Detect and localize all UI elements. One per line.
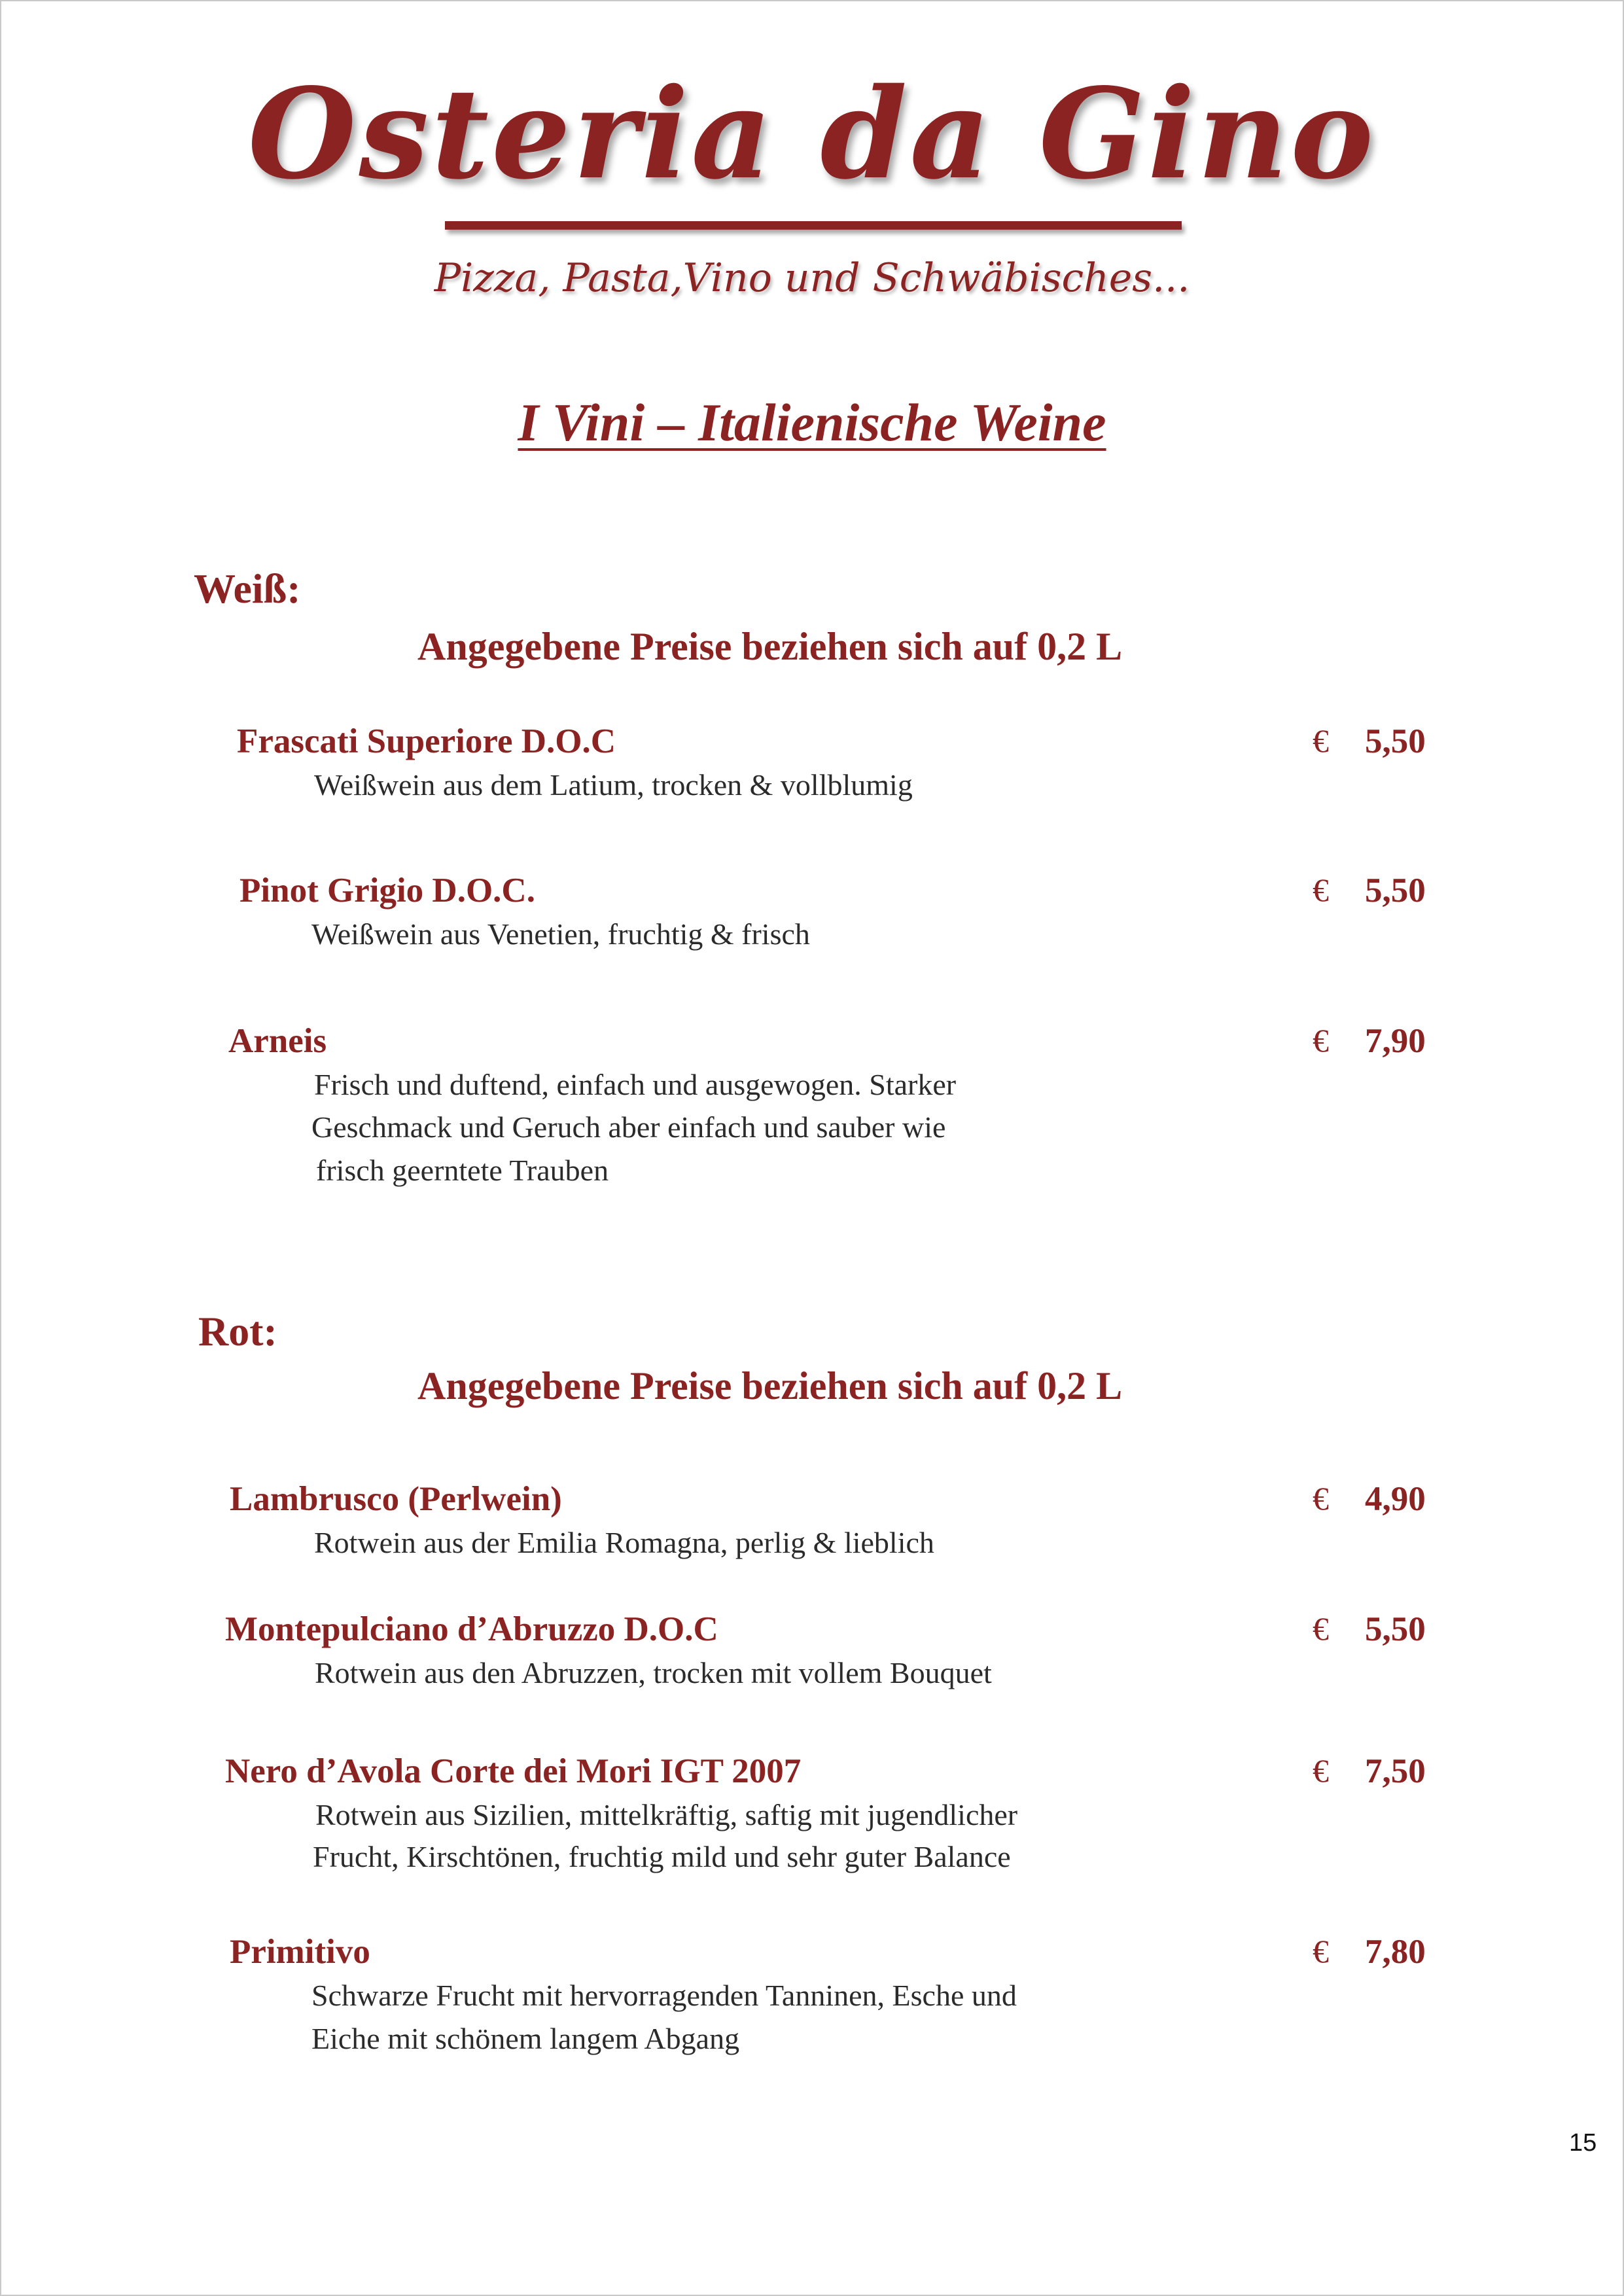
wine-description-line: Rotwein aus Sizilien, mittelkräftig, saftig mit jugendlicher (315, 1798, 1018, 1831)
section-note-red: Angegebene Preise beziehen sich auf 0,2 L (417, 1364, 1123, 1407)
wine-description-line: Eiche mit schönem langem Abgang (311, 2022, 740, 2055)
wine-name: Frascati Superiore D.O.C (237, 722, 616, 760)
wine-name: Arneis (228, 1022, 327, 1060)
page-number: 15 (1569, 2129, 1597, 2157)
section-heading-red: Rot: (198, 1308, 277, 1354)
page-title: I Vini – Italienische Weine (518, 393, 1106, 452)
wine-description-line: Geschmack und Geruch aber einfach und sauber wie (311, 1110, 946, 1144)
section-note-white: Angegebene Preise beziehen sich auf 0,2 L (417, 625, 1123, 668)
brand-underline (445, 221, 1182, 230)
wine-name: Primitivo (230, 1933, 370, 1971)
wine-description: Rotwein aus der Emilia Romagna, perlig & lieblich (314, 1526, 934, 1559)
wine-name: Montepulciano d’Abruzzo D.O.C (225, 1610, 718, 1648)
euro-sign: € (1313, 1022, 1329, 1059)
wine-name: Pinot Grigio D.O.C. (239, 872, 535, 910)
brand-logo-name: Osteria da Gino (247, 61, 1377, 207)
wine-description: Weißwein aus dem Latium, trocken & vollblumig (314, 768, 913, 802)
euro-sign: € (1313, 1933, 1329, 1969)
wine-price: 5,50 (1365, 1610, 1426, 1648)
wine-price: 7,90 (1365, 1022, 1426, 1060)
section-heading-white: Weiß: (194, 565, 301, 612)
wine-price: 4,90 (1365, 1480, 1426, 1518)
wine-price: 7,50 (1365, 1752, 1426, 1790)
euro-sign: € (1313, 722, 1329, 759)
wine-description-line: Frisch und duftend, einfach und ausgewogen. Starker (314, 1068, 957, 1101)
wine-price: 5,50 (1365, 872, 1426, 910)
wine-price: 5,50 (1365, 722, 1426, 760)
brand-tagline: Pizza, Pasta,Vino und Schwäbisches... (434, 255, 1190, 301)
euro-sign: € (1313, 1610, 1329, 1647)
wine-description-line: Frucht, Kirschtönen, fruchtig mild und sehr guter Balance (313, 1840, 1011, 1873)
euro-sign: € (1313, 1480, 1329, 1517)
wine-price: 7,80 (1365, 1933, 1426, 1971)
wine-description-line: Schwarze Frucht mit hervorragenden Tanninen, Esche und (311, 1979, 1017, 2012)
euro-sign: € (1313, 872, 1329, 908)
wine-description: Rotwein aus den Abruzzen, trocken mit vollem Bouquet (315, 1656, 992, 1689)
wine-name: Lambrusco (Perlwein) (230, 1480, 562, 1518)
wine-description-line: frisch geerntete Trauben (316, 1154, 609, 1187)
wine-name: Nero d’Avola Corte dei Mori IGT 2007 (225, 1752, 802, 1790)
euro-sign: € (1313, 1752, 1329, 1789)
wine-description: Weißwein aus Venetien, fruchtig & frisch (311, 917, 810, 951)
